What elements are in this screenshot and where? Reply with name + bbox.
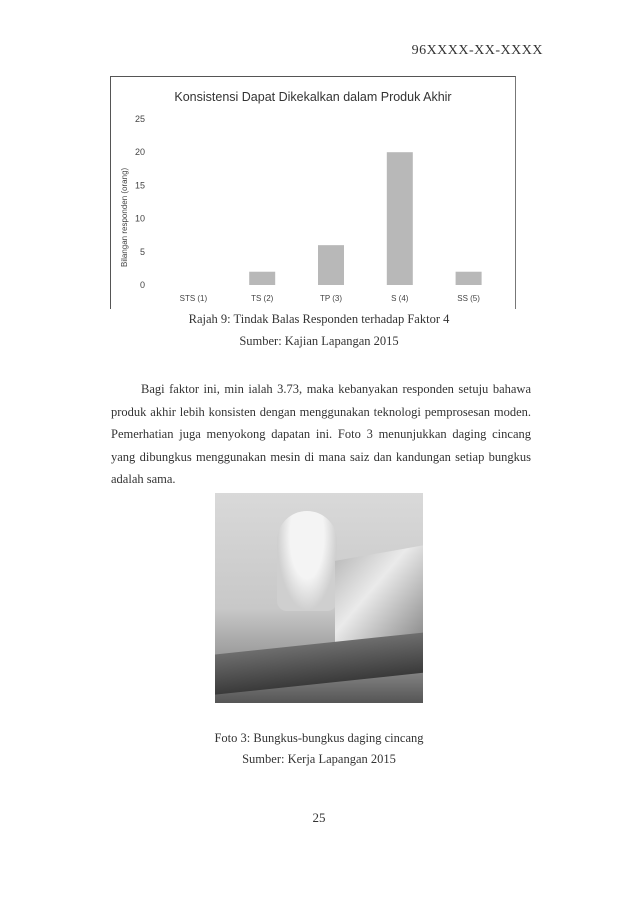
x-tick-label: TS (2) xyxy=(251,294,274,303)
y-tick-label: 15 xyxy=(134,180,145,191)
bar-4 xyxy=(387,152,413,285)
figure-caption-title: Rajah 9: Tindak Balas Responden terhadap Faktor 4 xyxy=(188,312,450,326)
bar-2 xyxy=(249,272,275,285)
chart-canvas xyxy=(111,77,515,309)
x-tick-label: STS (1) xyxy=(179,294,208,303)
y-axis-label: Bilangan responden (orang) xyxy=(120,167,129,267)
photo-caption-source: Sumber: Kerja Lapangan 2015 xyxy=(242,752,396,766)
body-paragraph: Bagi faktor ini, min ialah 3.73, maka kebanyakan responden setuju bahawa produk akhir lebih konsisten dengan menggunakan teknologi pemprosesan moden. Pemerhatian juga menyokong dapatan ini. Foto 3 menunjukkan daging cincang yang dibungkus menggunakan mesin di mana saiz dan kandungan setiap bungkus adalah sama. xyxy=(111,382,531,486)
y-tick-label: 20 xyxy=(134,147,145,158)
y-tick-label: 25 xyxy=(134,114,145,124)
y-tick-label: 0 xyxy=(139,280,145,290)
photo-caption-title: Foto 3: Bungkus-bungkus daging cincang xyxy=(214,731,424,745)
photo-worker-shape xyxy=(277,511,337,611)
figure-caption-source: Sumber: Kajian Lapangan 2015 xyxy=(239,334,399,348)
x-tick-label: SS (5) xyxy=(457,294,480,303)
x-tick-label: TP (3) xyxy=(319,294,343,303)
document-code: 96XXXX-XX-XXXX xyxy=(411,43,543,58)
x-tick-label: S (4) xyxy=(391,294,409,303)
bar-chart xyxy=(110,76,516,309)
bar-3 xyxy=(318,245,344,285)
y-tick-label: 10 xyxy=(134,213,145,224)
photo-minced-meat-packs xyxy=(215,493,423,703)
photo-tray-shape xyxy=(215,631,423,696)
bar-5 xyxy=(456,272,482,285)
page-number: 25 xyxy=(312,810,326,825)
chart-title: Konsistensi Dapat Dikekalkan dalam Produk Akhir xyxy=(174,90,452,104)
y-tick-label: 5 xyxy=(139,246,145,257)
body-text xyxy=(111,378,531,491)
